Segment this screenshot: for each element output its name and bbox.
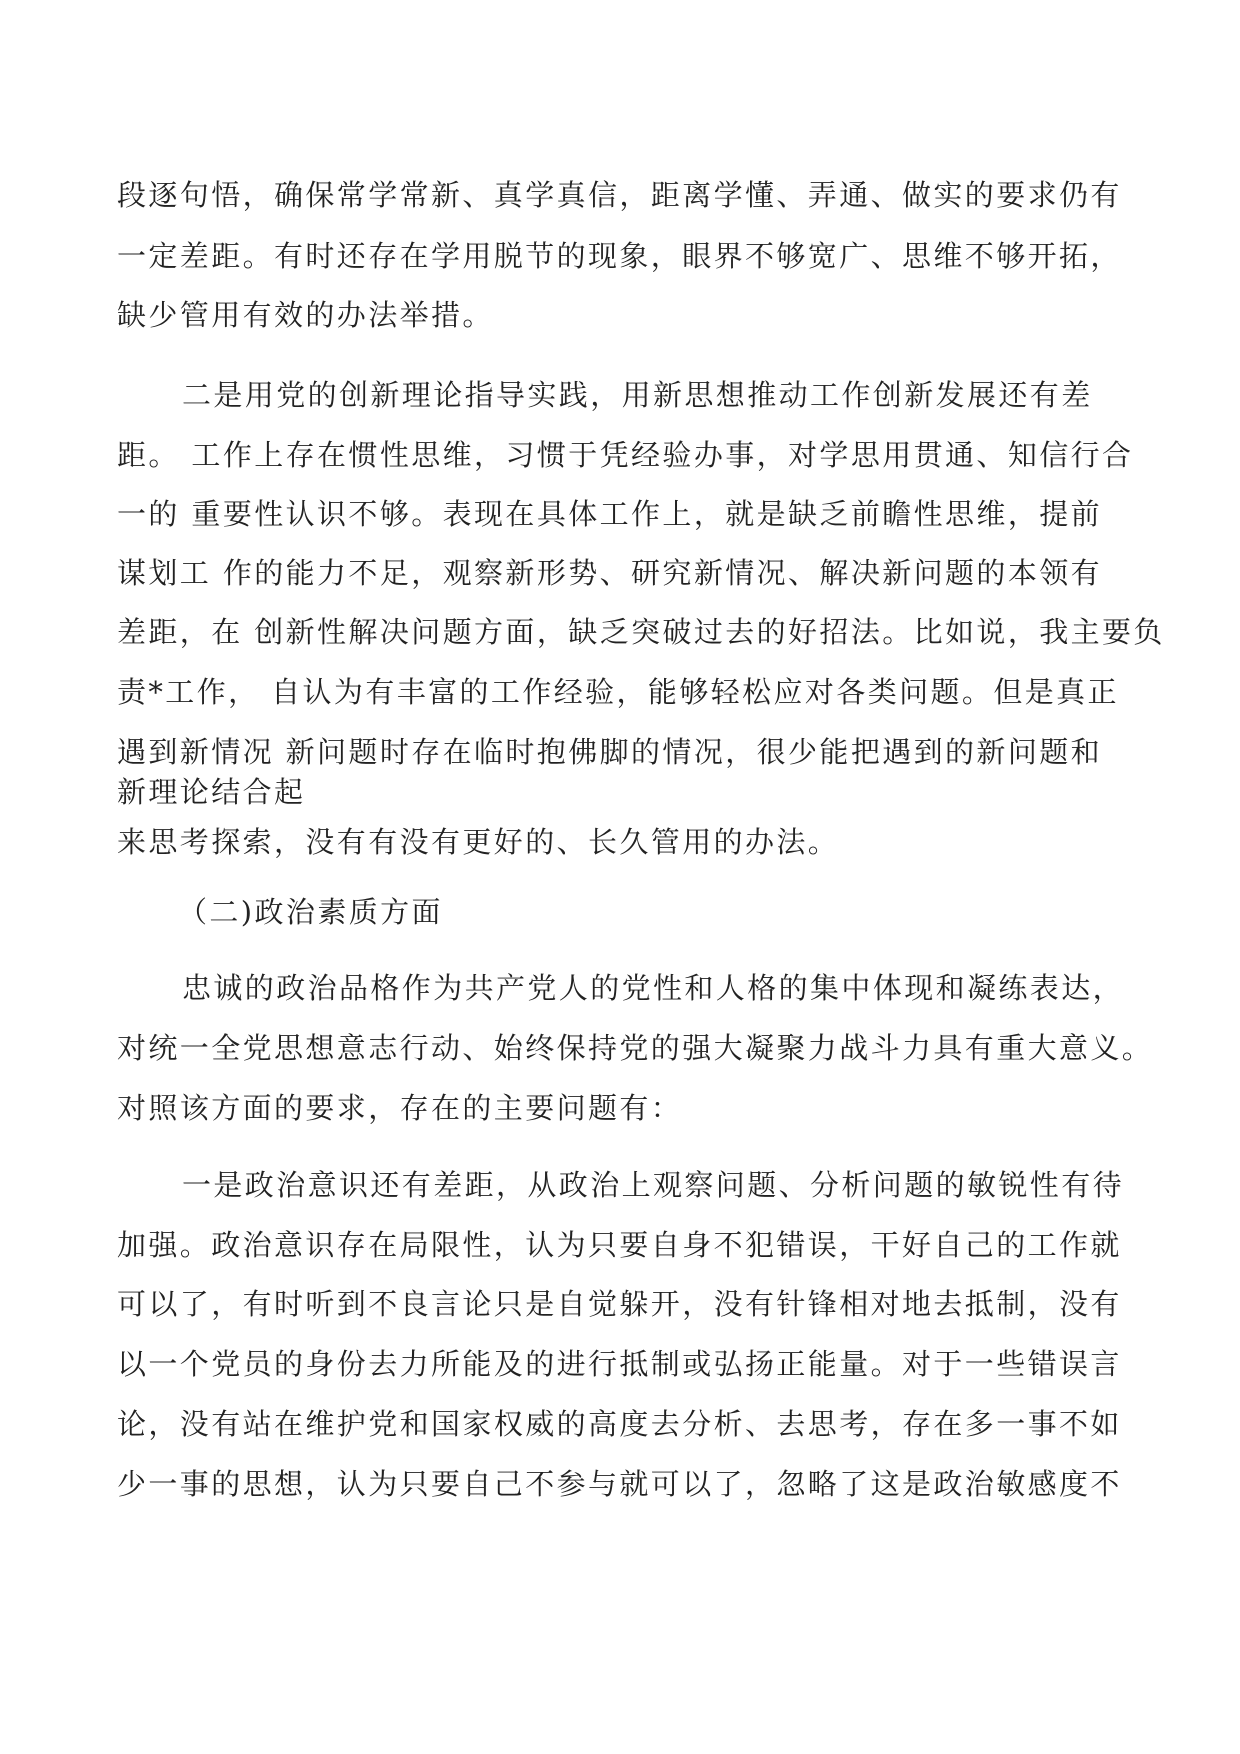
paragraph-line: 距。 工作上存在惯性思维，习惯于凭经验办事，对学思用贯通、知信行合: [117, 438, 1134, 472]
paragraph-line: 责*工作， 自认为有丰富的工作经验，能够轻松应对各类问题。但是真正: [117, 675, 1119, 709]
paragraph-line: 来思考探索，没有有没有更好的、长久管用的办法。: [117, 825, 840, 859]
paragraph-line: 对统一全党思想意志行动、始终保持党的强大凝聚力战斗力具有重大意义。: [117, 1031, 1154, 1065]
paragraph-line: 可以了，有时听到不良言论只是自觉躲开，没有针锋相对地去抵制，没有: [117, 1287, 1122, 1321]
paragraph-line: 新理论结合起: [117, 775, 306, 809]
paragraph-line: 遇到新情况 新问题时存在临时抱佛脚的情况，很少能把遇到的新问题和: [117, 735, 1103, 769]
section-heading: （二)政治素质方面: [178, 895, 443, 929]
paragraph-line: 论，没有站在维护党和国家权威的高度去分析、去思考，存在多一事不如: [117, 1407, 1122, 1441]
paragraph-line: 忠诚的政治品格作为共产党人的党性和人格的集中体现和凝练表达，: [182, 971, 1125, 1005]
paragraph-line: 一定差距。有时还存在学用脱节的现象，眼界不够宽广、思维不够开拓，: [117, 239, 1122, 273]
paragraph-line: 加强。政治意识存在局限性，认为只要自身不犯错误，干好自己的工作就: [117, 1228, 1122, 1262]
paragraph-line: 一的 重要性认识不够。表现在具体工作上，就是缺乏前瞻性思维，提前: [117, 497, 1103, 531]
paragraph-line: 段逐句悟，确保常学常新、真学真信，距离学懂、弄通、做实的要求仍有: [117, 178, 1122, 212]
paragraph-line: 差距，在 创新性解决问题方面，缺乏突破过去的好招法。比如说，我主要负: [117, 615, 1165, 649]
paragraph-line: 少一事的思想，认为只要自己不参与就可以了，忽略了这是政治敏感度不: [117, 1467, 1122, 1501]
paragraph-line: 二是用党的创新理论指导实践，用新思想推动工作创新发展还有差: [182, 378, 1093, 412]
paragraph-line: 谋划工 作的能力不足，观察新形势、研究新情况、解决新问题的本领有: [117, 556, 1103, 590]
paragraph-line: 一是政治意识还有差距，从政治上观察问题、分析问题的敏锐性有待: [182, 1168, 1125, 1202]
paragraph-line: 对照该方面的要求，存在的主要问题有：: [117, 1091, 683, 1125]
paragraph-line: 以一个党员的身份去力所能及的进行抵制或弘扬正能量。对于一些错误言: [117, 1347, 1122, 1381]
paragraph-line: 缺少管用有效的办法举措。: [117, 298, 494, 332]
